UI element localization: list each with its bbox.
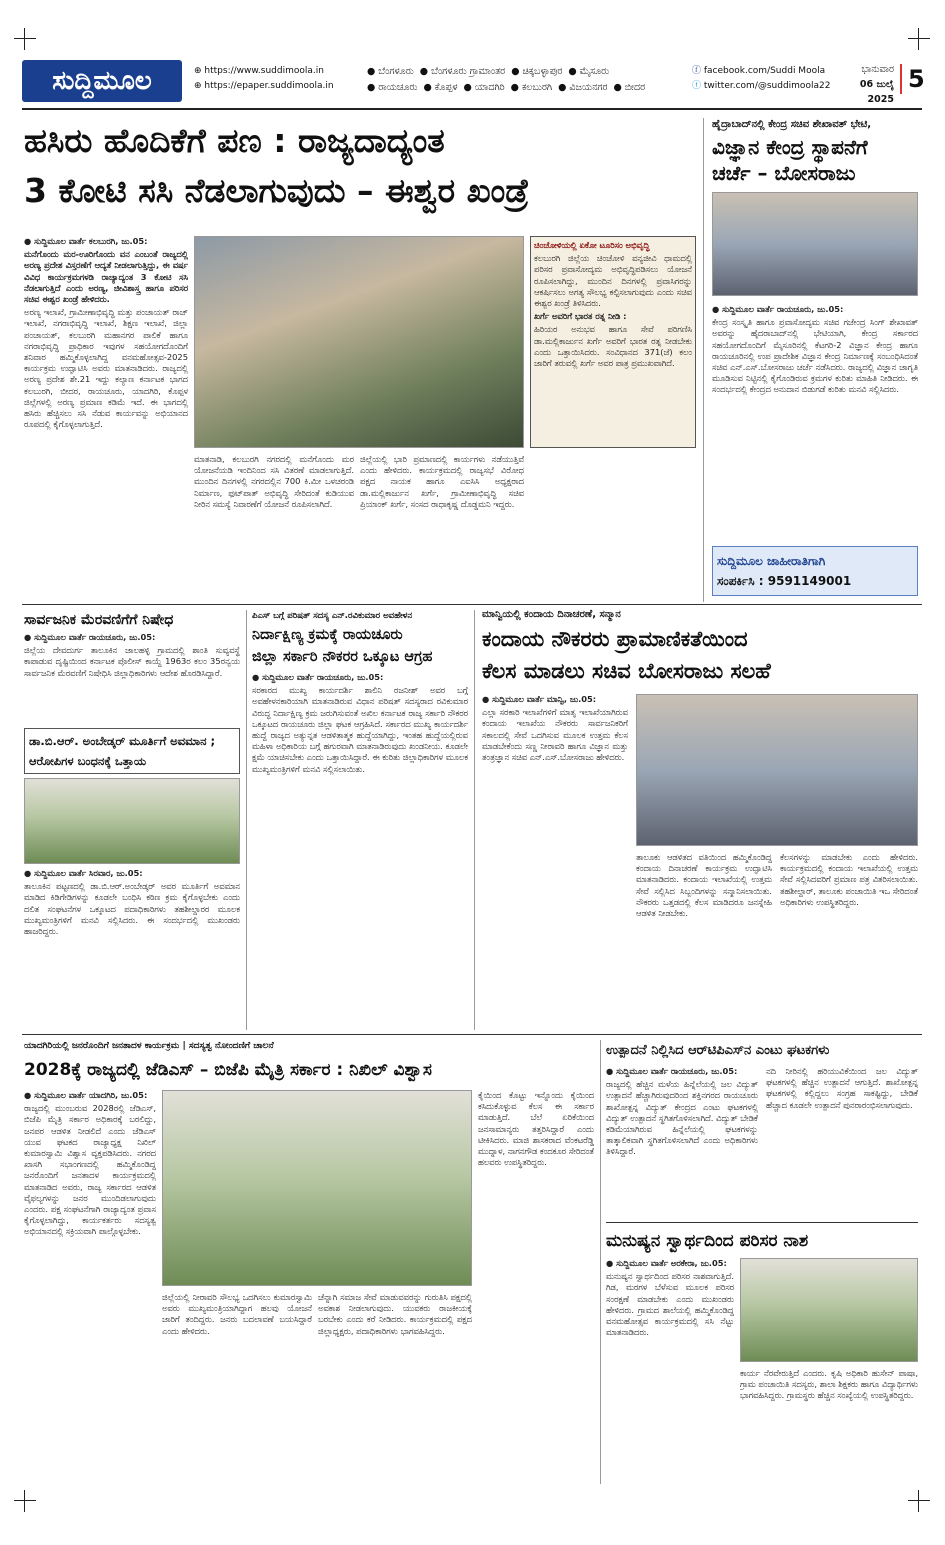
story-f-byline: ● ಸುದ್ದಿಮೂಲ ವಾರ್ತೆ ರಾಯಚೂರು, ಜು.05:	[606, 1066, 738, 1076]
story-c-headline-line2[interactable]: ಜಿಲ್ಲಾ ಸರ್ಕಾರಿ ನೌಕರರ ಒಕ್ಕೂಟ ಆಗ್ರಹ	[252, 649, 433, 665]
city-edition-link[interactable]: ● ಮೈಸೂರು	[568, 66, 610, 77]
city-row	[367, 80, 697, 96]
advertisement-box[interactable]	[712, 546, 918, 596]
story-e-column-2: ಜಿಲ್ಲೆಯಲ್ಲಿ ನೀರಾವರಿ ಸೌಲಭ್ಯ ಒದಗಿಸಲು ಕುಮಾರಸ್ವಾಮಿ ಅವರು ಮುಖ್ಯಮಂತ್ರಿಯಾಗಿದ್ದಾಗ ಹಲವು ಯೋಜನೆ ಜಾರಿಗೆ ತಂದಿದ್ದರು. ಜನರು ಬದಲಾವಣೆ ಬಯಸಿದ್ದಾರೆ ಎಂದು ಹೇಳಿದರು.	[162, 1292, 312, 1336]
story-c-body	[252, 672, 468, 1028]
city-row	[367, 64, 697, 80]
story-d-byline: ● ಸುದ್ದಿಮೂಲ ವಾರ್ತೆ ಮಾನ್ವಿ, ಜು.05:	[482, 694, 597, 704]
right-top-byline: ● ಸುದ್ದಿಮೂಲ ವಾರ್ತೆ ರಾಯಚೂರು, ಜು.05:	[712, 304, 844, 314]
registration-mark	[14, 1490, 36, 1512]
right-top-kicker: ಹೈದ್ರಾಬಾದ್‌ನಲ್ಲಿ ಕೇಂದ್ರ ಸಚಿವ ಶೇಖಾವತ್ ಭೇಟಿ,	[712, 119, 872, 130]
lead-story-column-1	[24, 236, 188, 572]
column-divider	[246, 610, 247, 1030]
felicitation-photo[interactable]	[636, 694, 918, 846]
globe-icon: ⊕	[194, 81, 205, 91]
environment-photo[interactable]	[740, 1258, 918, 1362]
lead-story-column-4	[530, 454, 696, 572]
story-e-text: ರಾಜ್ಯದಲ್ಲಿ ಮುಂಬರುವ 2028ರಲ್ಲಿ ಜೆಡಿಎಸ್, ಬಿಜೆಪಿ ಮೈತ್ರಿ ಸರ್ಕಾರ ಅಧಿಕಾರಕ್ಕೆ ಬರಲಿದ್ದು, ಜನಪರ ಆಡಳಿತ ನೀಡಲಿದೆ ಎಂದು ಜೆಡಿಎಸ್ ಯುವ ಘಟಕದ ರಾಜ್ಯಾಧ್ಯಕ್ಷ ನಿಖಿಲ್ ಕುಮಾರಸ್ವಾಮಿ ವಿಶ್ವಾಸ ವ್ಯಕ್ತಪಡಿಸಿದರು. ನಗರದ ಖಾಸಗಿ ಸಭಾಂಗಣದಲ್ಲಿ ಹಮ್ಮಿಕೊಂಡಿದ್ದ ಜನರೊಂದಿಗೆ ಜನತಾದಳ ಕಾರ್ಯಕ್ರಮದಲ್ಲಿ ಮಾತನಾಡಿದ ಅವರು, ರಾಜ್ಯ ಸರ್ಕಾರದ ಆಡಳಿತ ವೈಫಲ್ಯಗಳನ್ನು ಜನರ ಮುಂದಿಡಲಾಗುವುದು ಎಂದರು. ಪಕ್ಷ ಸಂಘಟನೆಗಾಗಿ ರಾಜ್ಯಾದ್ಯಂತ ಪ್ರವಾಸ ಕೈಗೊಳ್ಳಲಾಗಿದ್ದು, ಕಾರ್ಯಕರ್ತರು ಸದಸ್ಯತ್ವ ಅಭಿಯಾನದಲ್ಲಿ ಸಕ್ರಿಯವಾಗಿ ಪಾಲ್ಗೊಳ್ಳಬೇಕು.	[24, 1103, 156, 1237]
newspaper-logo[interactable]: ಸುದ್ದಿಮೂಲ	[22, 60, 182, 102]
story-d-headline-line1[interactable]: ಕಂದಾಯ ನೌಕರರು ಪ್ರಾಮಾಣಿಕತೆಯಿಂದ	[482, 627, 748, 651]
story-d-kicker: ಮಾನ್ವಿಯಲ್ಲಿ ಕಂದಾಯ ದಿನಾಚರಣೆ, ಸನ್ಮಾನ	[482, 609, 621, 620]
story-d-column-3: ಕೆಲಸಗಳನ್ನು ಮಾಡಬೇಕು ಎಂದು ಹೇಳಿದರು. ಕಾರ್ಯಕ್ರಮದಲ್ಲಿ ಕಂದಾಯ ಇಲಾಖೆಯಲ್ಲಿ ಉತ್ತಮ ಸೇವೆ ಸಲ್ಲಿಸಿದವರಿಗೆ ಪ್ರಮಾಣ ಪತ್ರ ವಿತರಿಸಲಾಯಿತು. ತಹಶೀಲ್ದಾರ್, ತಾಲೂಕು ಪಂಚಾಯಿತಿ ಇಒ ಸೇರಿದಂತೆ ಅಧಿಕಾರಿಗಳು ಉಪಸ್ಥಿತರಿದ್ದರು.	[780, 852, 918, 907]
facebook-link[interactable]: facebook.com/Suddi Moola	[703, 66, 826, 76]
story-g-column-2: ಕಾರ್ಯ ನೆರವೇರುತ್ತಿದೆ ಎಂದರು. ಕೃಷಿ ಅಧಿಕಾರಿ ಹುಸೇನ್ ಪಾಷಾ, ಗ್ರಾಮ ಪಂಚಾಯಿತಿ ಸದಸ್ಯರು, ಶಾಲಾ ಶಿಕ್ಷಕರು ಹಾಗೂ ವಿದ್ಯಾರ್ಥಿಗಳು ಭಾಗವಹಿಸಿದ್ದರು. ಗ್ರಾಮಸ್ಥರು ಹೆಚ್ಚಿನ ಸಂಖ್ಯೆಯಲ್ಲಿ ಉಪಸ್ಥಿತರಿದ್ದರು.	[740, 1368, 918, 1401]
lead-intro: ಮನೆಗೊಂದು ಮರ-ಊರಿಗೊಂದು ವನ ಎಂಬಂತೆ ರಾಜ್ಯದಲ್ಲಿ ಅರಣ್ಯ ಪ್ರದೇಶ ವಿಸ್ತರಣೆಗೆ ಆದ್ಯತೆ ನೀಡಲಾಗುತ್ತಿದ್ದು, ಈ ವರ್ಷ ವಿವಿಧ ಕಾರ್ಯಕ್ರಮಗಳಡಿ ರಾಜ್ಯಾದ್ಯಂತ 3 ಕೋಟಿ ಸಸಿ ನೆಡಲಾಗುತ್ತಿದೆ ಎಂದು ಅರಣ್ಯ, ಜೀವಿಶಾಸ್ತ್ರ ಹಾಗೂ ಪರಿಸರ ಸಚಿವ ಈಶ್ವರ ಖಂಡ್ರೆ ಹೇಳಿದರು.	[24, 249, 188, 305]
city-edition-link[interactable]: ● ಕಲಬುರಗಿ	[510, 82, 553, 93]
ad-line2: ಸಂಪರ್ಕಿಸಿ : 9591149001	[717, 574, 852, 588]
story-a-text: ಜಿಲ್ಲೆಯ ದೇವದುರ್ಗ ತಾಲೂಕಿನ ಜಾಲಹಳ್ಳಿ ಗ್ರಾಮದಲ್ಲಿ ಶಾಂತಿ ಸುವ್ಯವಸ್ಥೆ ಕಾಪಾಡುವ ದೃಷ್ಟಿಯಿಂದ ಕರ್ನಾಟಕ ಪೊಲೀಸ್ ಕಾಯ್ದೆ 1963ರ ಕಲಂ 35ರನ್ವಯ ಸಾರ್ವಜನಿಕ ಮೆರವಣಿಗೆ ನಿಷೇಧಿಸಿ ಜಿಲ್ಲಾಧಿಕಾರಿಗಳು ಆದೇಶ ಹೊರಡಿಸಿದ್ದಾರೆ.	[24, 645, 240, 678]
story-e-kicker: ಯಾದಗಿರಿಯಲ್ಲಿ ಜನರೊಂದಿಗೆ ಜನತಾದಳ ಕಾರ್ಯಕ್ರಮ | ಸದಸ್ಯತ್ವ ನೋಂದಣಿಗೆ ಚಾಲನೆ	[24, 1041, 274, 1051]
tree-planting-photo[interactable]	[162, 1090, 472, 1286]
masthead	[22, 58, 925, 110]
lead-story-column-2: ಮಾತನಾಡಿ, ಕಲಬುರಗಿ ನಗರದಲ್ಲಿ ಮನೆಗೊಂದು ಮರ ಯೋಜನೆಯಡಿ ಇಂದಿನಿಂದ ಸಸಿ ವಿತರಣೆ ಮಾಡಲಾಗುತ್ತಿದೆ. ಮುಂದಿನ ದಿನಗಳಲ್ಲಿ ನಗರದಲ್ಲಿನ 700 ಕಿ.ಮೀ ಒಳಚರಂಡಿ ನಿರ್ಮಾಣ, ಫುಟ್‌ಪಾತ್ ಅಭಿವೃದ್ಧಿ ಸೇರಿದಂತೆ ಕುಡಿಯುವ ನೀರಿನ ಸಮಸ್ಯೆ ನಿವಾರಣೆಗೆ ಯೋಜನೆ ರೂಪಿಸಲಾಗಿದೆ.	[194, 454, 354, 509]
sidebar-text: ಕಲಬುರಗಿ ಜಿಲ್ಲೆಯ ಚಿಂಚೋಳಿ ವನ್ಯಜೀವಿ ಧಾಮದಲ್ಲಿ ಪರಿಸರ ಪ್ರವಾಸೋದ್ಯಮ ಅಭಿವೃದ್ಧಿಪಡಿಸಲು ಯೋಜನೆ ರೂಪಿಸಲಾಗಿದ್ದು, ಮುಂದಿನ ದಿನಗಳಲ್ಲಿ ಪ್ರವಾಸಿಗರನ್ನು ಆಕರ್ಷಿಸಲು ಅಗತ್ಯ ಸೌಲಭ್ಯ ಕಲ್ಪಿಸಲಾಗುವುದು ಎಂದು ಸಚಿವ ಈಶ್ವರ ಖಂಡ್ರೆ ತಿಳಿಸಿದರು.	[534, 253, 692, 309]
registration-mark	[908, 28, 930, 50]
ad-line1: ಸುದ್ದಿಮೂಲ ಜಾಹೀರಾತಿಗಾಗಿ	[717, 554, 826, 568]
section-divider	[606, 1222, 918, 1223]
meeting-photo[interactable]	[712, 192, 918, 296]
story-f-column-1	[606, 1066, 758, 1214]
epaper-link[interactable]: https://epaper.suddimoola.in	[204, 81, 334, 91]
city-edition-link[interactable]: ● ಬೀದರ	[613, 82, 646, 93]
story-f-text: ರಾಜ್ಯದಲ್ಲಿ ಹೆಚ್ಚಿನ ಮಳೆಯ ಹಿನ್ನೆಲೆಯಲ್ಲಿ ಜಲ ವಿದ್ಯುತ್ ಉತ್ಪಾದನೆ ಹೆಚ್ಚಾಗಿರುವುದರಿಂದ ಶಕ್ತಿನಗರದ ರಾಯಚೂರು ಶಾಖೋತ್ಪನ್ನ ವಿದ್ಯುತ್ ಕೇಂದ್ರದ ಎಂಟು ಘಟಕಗಳಲ್ಲಿ ವಿದ್ಯುತ್ ಉತ್ಪಾದನೆ ಸ್ಥಗಿತಗೊಳಿಸಲಾಗಿದೆ. ವಿದ್ಯುತ್ ಬೇಡಿಕೆ ಕಡಿಮೆಯಾಗಿರುವ ಹಿನ್ನೆಲೆಯಲ್ಲಿ ಘಟಕಗಳನ್ನು ತಾತ್ಕಾಲಿಕವಾಗಿ ಸ್ಥಗಿತಗೊಳಿಸಲಾಗಿದೆ ಎಂದು ಅಧಿಕಾರಿಗಳು ತಿಳಿಸಿದ್ದಾರೆ.	[606, 1079, 758, 1157]
column-divider	[703, 118, 704, 602]
story-b-body	[24, 868, 240, 1028]
issue-day: ಭಾನುವಾರ	[861, 64, 894, 75]
story-e-column-4: ಕೈಯಿಂದ ಕೊಟ್ಟು ಇನ್ನೊಂದು ಕೈಯಿಂದ ಕಸಿದುಕೊಳ್ಳುವ ಕೆಲಸ ಈ ಸರ್ಕಾರ ಮಾಡುತ್ತಿದೆ. ಬೆಲೆ ಏರಿಕೆಯಿಂದ ಜನಸಾಮಾನ್ಯರು ತತ್ತರಿಸಿದ್ದಾರೆ ಎಂದು ಟೀಕಿಸಿದರು. ಮಾಜಿ ಶಾಸಕರಾದ ವೆಂಕಟರೆಡ್ಡಿ ಮುದ್ನಾಳ, ನಾಗನಗೌಡ ಕಂದಕೂರ ಸೇರಿದಂತೆ ಹಲವರು ಉಪಸ್ಥಿತರಿದ್ದರು.	[478, 1090, 594, 1168]
section-divider	[22, 604, 922, 605]
story-e-headline[interactable]: 2028ಕ್ಕೆ ರಾಜ್ಯದಲ್ಲಿ ಜೆಡಿಎಸ್ – ಬಿಜೆಪಿ ಮೈತ್ರಿ ಸರ್ಕಾರ : ನಿಖಿಲ್ ವಿಶ್ವಾಸ	[24, 1060, 432, 1080]
story-g-column-1	[606, 1258, 734, 1482]
facebook-icon: ⓕ	[692, 66, 704, 76]
right-top-headline-line2[interactable]: ಚರ್ಚೆ – ಬೋಸರಾಜು	[712, 161, 856, 185]
right-top-story	[712, 304, 918, 538]
sidebar-subtext: ಹಿರಿಯರ ಅನುಭವ ಹಾಗೂ ಸೇವೆ ಪರಿಗಣಿಸಿ ಡಾ.ಮಲ್ಲಿಕಾರ್ಜುನ ಖರ್ಗೆ ಅವರಿಗೆ ಭಾರತ ರತ್ನ ನೀಡಬೇಕು ಎಂದು ಒತ್ತಾಯಿಸಿದರು. ಸಂವಿಧಾನದ 371(ಜೆ) ಕಲಂ ಜಾರಿಗೆ ತರುವಲ್ಲಿ ಖರ್ಗೆ ಅವರ ಪಾತ್ರ ಪ್ರಮುಖವಾಗಿದೆ.	[534, 324, 692, 369]
story-e-column-3: ಚೆನ್ನಾಗಿ ಸಮಾಜ ಸೇವೆ ಮಾಡುವವರನ್ನು ಗುರುತಿಸಿ ಪಕ್ಷದಲ್ಲಿ ಅವಕಾಶ ನೀಡಲಾಗುವುದು. ಯುವಕರು ರಾಜಕೀಯಕ್ಕೆ ಬರಬೇಕು ಎಂದು ಕರೆ ನೀಡಿದರು. ಕಾರ್ಯಕ್ರಮದಲ್ಲಿ ಪಕ್ಷದ ಜಿಲ್ಲಾಧ್ಯಕ್ಷರು, ಪದಾಧಿಕಾರಿಗಳು ಭಾಗವಹಿಸಿದ್ದರು.	[318, 1292, 472, 1336]
story-c-kicker: ಪಿಎಸ್ ಬಗ್ಗೆ ಪರಿಷತ್ ಸದಸ್ಯ ಎನ್.ರವಿಕುಮಾರ ಅವಹೇಳನ	[252, 611, 413, 621]
story-b-byline: ● ಸುದ್ದಿಮೂಲ ವಾರ್ತೆ ಸಿರವಾರ, ಜು.05:	[24, 868, 143, 878]
protest-photo[interactable]	[24, 778, 240, 864]
story-c-byline: ● ಸುದ್ದಿಮೂಲ ವಾರ್ತೆ ರಾಯಚೂರು, ಜು.05:	[252, 672, 384, 682]
right-top-headline-line1[interactable]: ವಿಜ್ಞಾನ ಕೇಂದ್ರ ಸ್ಥಾಪನೆಗೆ	[712, 135, 868, 159]
sidebar-subhead: ಖರ್ಗೆ ಅವರಿಗೆ ಭಾರತ ರತ್ನ ನೀಡಿ :	[534, 311, 627, 322]
city-edition-link[interactable]: ● ಬೆಂಗಳೂರು	[367, 66, 414, 77]
story-g-text: ಮನುಷ್ಯನ ಸ್ವಾರ್ಥದಿಂದ ಪರಿಸರ ನಾಶವಾಗುತ್ತಿದೆ. ಗಿಡ, ಮರಗಳ ಬೆಳೆಸುವ ಮೂಲಕ ಪರಿಸರ ಸಂರಕ್ಷಣೆ ಮಾಡಬೇಕು ಎಂದು ಮುಖಂಡರು ಹೇಳಿದರು. ಗ್ರಾಮದ ಶಾಲೆಯಲ್ಲಿ ಹಮ್ಮಿಕೊಂಡಿದ್ದ ವನಮಹೋತ್ಸವ ಕಾರ್ಯಕ್ರಮದಲ್ಲಿ ಸಸಿ ನೆಟ್ಟು ಮಾತನಾಡಿದರು.	[606, 1271, 734, 1338]
story-a-byline: ● ಸುದ್ದಿಮೂಲ ವಾರ್ತೆ ರಾಯಚೂರು, ಜು.05:	[24, 632, 156, 642]
city-edition-link[interactable]: ● ಬೆಂಗಳೂರು ಗ್ರಾಮಾಂತರ	[419, 66, 506, 77]
issue-date-text: 06 ಜುಲೈ 2025	[859, 79, 894, 105]
right-top-text: ಕೇಂದ್ರ ಸಂಸ್ಕೃತಿ ಹಾಗೂ ಪ್ರವಾಸೋದ್ಯಮ ಸಚಿವ ಗಜೇಂದ್ರ ಸಿಂಗ್ ಶೇಖಾವತ್ ಅವರನ್ನು ಹೈದರಾಬಾದ್‌ನಲ್ಲಿ ಭೇಟಿಯಾಗಿ, ಕೇಂದ್ರ ಸರ್ಕಾರದ ಸಹಯೋಗದೊಂದಿಗೆ ಮೈಸೂರಿನಲ್ಲಿ ಕೆಟಗರಿ-2 ವಿಜ್ಞಾನ ಕೇಂದ್ರ ಹಾಗೂ ರಾಯಚೂರಿನಲ್ಲಿ ಉಪ ಪ್ರಾದೇಶಿಕ ವಿಜ್ಞಾನ ಕೇಂದ್ರ ನಿರ್ಮಾಣಕ್ಕೆ ಸಂಬಂಧಿಸಿದಂತೆ ಸಚಿವ ಎನ್.ಎಸ್.ಬೋಸರಾಜು ಚರ್ಚೆ ನಡೆಸಿದರು. ರಾಜ್ಯದಲ್ಲಿ ವಿಜ್ಞಾನ ಜಾಗೃತಿ ಮೂಡಿಸುವ ನಿಟ್ಟಿನಲ್ಲಿ ಕೈಗೊಂಡಿರುವ ಕ್ರಮಗಳ ಕುರಿತು ಮಾಹಿತಿ ನೀಡಿದರು. ಈ ಸಂದರ್ಭದಲ್ಲಿ ಕೇಂದ್ರದ ಅನುದಾನ ಬಿಡುಗಡೆ ಕುರಿತು ಮನವಿ ಸಲ್ಲಿಸಿದರು.	[712, 317, 918, 395]
twitter-link[interactable]: twitter.com/@suddimoola22	[703, 81, 831, 91]
column-divider	[474, 610, 475, 1030]
story-d-column-1	[482, 694, 628, 1028]
registration-mark	[14, 28, 36, 50]
city-editions	[367, 64, 697, 96]
story-g-byline: ● ಸುದ್ದಿಮೂಲ ವಾರ್ತೆ ಅರಕೇರಾ, ಜು.05:	[606, 1258, 727, 1268]
section-divider	[22, 1034, 922, 1035]
column-divider	[600, 1040, 601, 1484]
lead-headline-line1[interactable]: ಹಸಿರು ಹೊದಿಕೆಗೆ ಪಣ : ರಾಜ್ಯದಾದ್ಯಂತ	[24, 121, 445, 160]
story-d-headline-line2[interactable]: ಕೆಲಸ ಮಾಡಲು ಸಚಿವ ಬೋಸರಾಜು ಸಲಹೆ	[482, 659, 771, 683]
lead-sidebar-box	[530, 236, 696, 448]
twitter-icon: ⓣ	[692, 81, 704, 91]
story-g-headline[interactable]: ಮನುಷ್ಯನ ಸ್ವಾರ್ಥದಿಂದ ಪರಿಸರ ನಾಶ	[606, 1231, 809, 1251]
lead-byline: ● ಸುದ್ದಿಮೂಲ ವಾರ್ತೆ ಕಲಬುರಗಿ, ಜು.05:	[24, 236, 148, 246]
story-a-headline[interactable]: ಸಾರ್ವಜನಿಕ ಮೆರವಣಿಗೆಗೆ ನಿಷೇಧ	[24, 612, 174, 628]
city-edition-link[interactable]: ● ವಿಜಯನಗರ	[558, 82, 608, 93]
lead-story-column-3: ಜಿಲ್ಲೆಯಲ್ಲಿ ಭಾರಿ ಪ್ರಮಾಣದಲ್ಲಿ ಕಾರ್ಯಗಳು ನಡೆಯುತ್ತಿವೆ ಎಂದು ಹೇಳಿದರು. ಕಾರ್ಯಕ್ರಮದಲ್ಲಿ ರಾಜ್ಯಸಭೆ ವಿರೋಧ ಪಕ್ಷದ ನಾಯಕ ಹಾಗೂ ಎಐಸಿಸಿ ಅಧ್ಯಕ್ಷರಾದ ಡಾ.ಮಲ್ಲಿಕಾರ್ಜುನ ಖರ್ಗೆ, ಗ್ರಾಮೀಣಾಭಿವೃದ್ಧಿ ಸಚಿವ ಪ್ರಿಯಾಂಕ್ ಖರ್ಗೆ, ಸಂಸದ ರಾಧಾಕೃಷ್ಣ ದೊಡ್ಡಮನಿ ಇದ್ದರು.	[360, 454, 524, 509]
story-e-column-1	[24, 1090, 156, 1482]
story-b-text: ತಾಲೂಕಿನ ಪಟ್ಟಣದಲ್ಲಿ ಡಾ.ಬಿ.ಆರ್.ಅಂಬೇಡ್ಕರ್ ಅವರ ಮೂರ್ತಿಗೆ ಅವಮಾನ ಮಾಡಿದ ಕಿಡಿಗೇಡಿಗಳನ್ನು ಕೂಡಲೇ ಬಂಧಿಸಿ ಕಠಿಣ ಕ್ರಮ ಕೈಗೊಳ್ಳಬೇಕು ಎಂದು ದಲಿತ ಸಂಘಟನೆಗಳ ಒಕ್ಕೂಟದ ಪದಾಧಿಕಾರಿಗಳು ತಹಶೀಲ್ದಾರರ ಮೂಲಕ ಮುಖ್ಯಮಂತ್ರಿಗಳಿಗೆ ಮನವಿ ಸಲ್ಲಿಸಿದರು. ಈ ಸಂದರ್ಭದಲ್ಲಿ ಮುಖಂಡರು ಹಾಜರಿದ್ದರು.	[24, 881, 240, 937]
lead-photo[interactable]	[194, 236, 524, 448]
story-c-headline-line1[interactable]: ನಿರ್ದಾಕ್ಷಿಣ್ಯ ಕ್ರಮಕ್ಕೆ ರಾಯಚೂರು	[252, 627, 403, 643]
registration-mark	[908, 1490, 930, 1512]
story-d-text: ಎಲ್ಲಾ ಸರಕಾರಿ ಇಲಾಖೆಗಳಿಗೆ ಮಾತೃ ಇಲಾಖೆಯಾಗಿರುವ ಕಂದಾಯ ಇಲಾಖೆಯ ನೌಕರರು ಸಾರ್ವಜನಿಕರಿಗೆ ಸಕಾಲದಲ್ಲಿ ಸೇವೆ ಒದಗಿಸುವ ಮೂಲಕ ಉತ್ತಮ ಕೆಲಸ ಮಾಡಬೇಕೆಂದು ಸಣ್ಣ ನೀರಾವರಿ ಹಾಗೂ ವಿಜ್ಞಾನ ಮತ್ತು ತಂತ್ರಜ್ಞಾನ ಸಚಿವ ಎನ್.ಎಸ್.ಬೋಸರಾಜು ಹೇಳಿದರು.	[482, 707, 628, 763]
city-edition-link[interactable]: ● ಕೊಪ್ಪಳ	[423, 82, 458, 93]
website-links	[194, 64, 334, 94]
city-edition-link[interactable]: ● ಚಿಕ್ಕಬಳ್ಳಾಪುರ	[511, 66, 563, 77]
story-f-column-2: ನದಿ ನೀರಿನಲ್ಲಿ ಹರಿಯುವಿಕೆಯಿಂದ ಜಲ ವಿದ್ಯುತ್ ಘಟಕಗಳಲ್ಲಿ ಹೆಚ್ಚಿನ ಉತ್ಪಾದನೆ ಆಗುತ್ತಿದೆ. ಶಾಖೋತ್ಪನ್ನ ಘಟಕಗಳಲ್ಲಿ ಕಲ್ಲಿದ್ದಲು ಸಂಗ್ರಹ ಸಾಕಷ್ಟಿದ್ದು, ಬೇಡಿಕೆ ಹೆಚ್ಚಾದ ಕೂಡಲೇ ಉತ್ಪಾದನೆ ಪುನರಾರಂಭಿಸಲಾಗುವುದು.	[766, 1066, 918, 1110]
story-b-headline-box	[24, 728, 240, 774]
story-b-headline-line1[interactable]: ಡಾ.ಬಿ.ಆರ್. ಅಂಬೇಡ್ಕರ್ ಮೂರ್ತಿಗೆ ಅವಮಾನ ;	[29, 734, 216, 748]
website-link[interactable]: https://www.suddimoola.in	[204, 66, 324, 76]
city-edition-link[interactable]: ● ಯಾದಗಿರಿ	[463, 82, 505, 93]
city-edition-link[interactable]: ● ರಾಯಚೂರು	[367, 82, 418, 93]
globe-icon: ⊕	[194, 66, 205, 76]
lead-body: ಅರಣ್ಯ ಇಲಾಖೆ, ಗ್ರಾಮೀಣಾಭಿವೃದ್ಧಿ ಮತ್ತು ಪಂಚಾಯತ್ ರಾಜ್ ಇಲಾಖೆ, ನಗರಾಭಿವೃದ್ಧಿ ಇಲಾಖೆ, ಶಿಕ್ಷಣ ಇಲಾಖೆ, ಜಿಲ್ಲಾ ಪಂಚಾಯತ್, ಕಲಬುರಗಿ ಮಹಾನಗರ ಪಾಲಿಕೆ ಹಾಗೂ ನಗರಾಭಿವೃದ್ಧಿ ಪ್ರಾಧಿಕಾರ ಇವುಗಳ ಸಹಯೋಗದೊಂದಿಗೆ ಶನಿವಾರ ಹಮ್ಮಿಕೊಳ್ಳಲಾಗಿದ್ದ ವನಮಹೋತ್ಸವ-2025 ಕಾರ್ಯಕ್ರಮ ಉದ್ಘಾಟಿಸಿ ಅವರು ಮಾತನಾಡಿದರು. ರಾಜ್ಯದಲ್ಲಿ ಅರಣ್ಯ ಪ್ರದೇಶ ಶೇ.21 ಇದ್ದು ಕಲ್ಯಾಣ ಕರ್ನಾಟಕ ಭಾಗದ ಕಲಬುರಗಿ, ಬೀದರ, ರಾಯಚೂರು, ಯಾದಗಿರಿ, ಕೊಪ್ಪಳ ಜಿಲ್ಲೆಗಳಲ್ಲಿ ಅರಣ್ಯ ಪ್ರಮಾಣ ಕಡಿಮೆ ಇದೆ. ಈ ಭಾಗದಲ್ಲಿ ಹಸಿರು ಹೆಚ್ಚಿಸಲು ಸಸಿ ನೆಡುವ ಕಾರ್ಯವನ್ನು ಅಭಿಯಾನದ ರೂಪದಲ್ಲಿ ಕೈಗೊಳ್ಳಲಾಗುತ್ತಿದೆ.	[24, 307, 188, 430]
lead-headline-line2[interactable]: 3 ಕೋಟಿ ಸಸಿ ನೆಡಲಾಗುವುದು – ಈಶ್ವರ ಖಂಡ್ರೆ	[24, 171, 530, 210]
story-a-body	[24, 632, 240, 724]
page-number: 5	[900, 64, 925, 94]
sidebar-title: ಚಿಂಚೋಳಿಯಲ್ಲಿ ಏಕೋ ಟೂರಿಸಂ ಅಭಿವೃದ್ಧಿ	[534, 240, 650, 250]
social-links	[692, 64, 830, 94]
story-d-column-2: ತಾಲೂಕು ಆಡಳಿತದ ವತಿಯಿಂದ ಹಮ್ಮಿಕೊಂಡಿದ್ದ ಕಂದಾಯ ದಿನಾಚರಣೆ ಕಾರ್ಯಕ್ರಮ ಉದ್ಘಾಟಿಸಿ ಮಾತನಾಡಿದರು. ಕಂದಾಯ ಇಲಾಖೆಯಲ್ಲಿ ಉತ್ತಮ ಸೇವೆ ಸಲ್ಲಿಸಿದ ಸಿಬ್ಬಂದಿಗಳನ್ನು ಸನ್ಮಾನಿಸಲಾಯಿತು. ನೌಕರರು ಒತ್ತಡದಲ್ಲಿ ಕೆಲಸ ಮಾಡಿದರೂ ಜನಸ್ನೇಹಿ ಆಡಳಿತ ನೀಡಬೇಕು.	[636, 852, 772, 919]
story-b-headline-line2[interactable]: ಆರೋಪಿಗಳ ಬಂಧನಕ್ಕೆ ಒತ್ತಾಯ	[29, 754, 147, 768]
story-f-headline[interactable]: ಉತ್ಪಾದನೆ ನಿಲ್ಲಿಸಿದ ಆರ್‌ಟಿಪಿಎಸ್‌ನ ಎಂಟು ಘಟಕಗಳು	[606, 1043, 830, 1058]
story-c-text: ಸರಕಾರದ ಮುಖ್ಯ ಕಾರ್ಯದರ್ಶಿ ಶಾಲಿನಿ ರಜನೀಶ್ ಅವರ ಬಗ್ಗೆ ಅವಹೇಳನಕಾರಿಯಾಗಿ ಮಾತನಾಡಿರುವ ವಿಧಾನ ಪರಿಷತ್ ಸದಸ್ಯರಾದ ರವಿಕುಮಾರ ವಿರುದ್ಧ ನಿರ್ದಾಕ್ಷಿಣ್ಯ ಕ್ರಮ ಜರುಗಿಸುವಂತೆ ಅಖಿಲ ಕರ್ನಾಟಕ ರಾಜ್ಯ ಸರ್ಕಾರಿ ನೌಕರರ ಒಕ್ಕೂಟದ ರಾಯಚೂರು ಜಿಲ್ಲಾ ಘಟಕ ಆಗ್ರಹಿಸಿದೆ. ಸರ್ಕಾರದ ಮುಖ್ಯ ಕಾರ್ಯದರ್ಶಿ ಹುದ್ದೆ ರಾಜ್ಯದ ಅತ್ಯುನ್ನತ ಆಡಳಿತಾತ್ಮಕ ಹುದ್ದೆಯಾಗಿದ್ದು, ಇಂತಹ ಹುದ್ದೆಯಲ್ಲಿರುವ ಮಹಿಳಾ ಅಧಿಕಾರಿಯ ಬಗ್ಗೆ ಹಗುರವಾಗಿ ಮಾತನಾಡಿರುವುದು ಖಂಡನೀಯ. ಕೂಡಲೇ ಕ್ಷಮೆ ಯಾಚಿಸಬೇಕು ಎಂದು ಒತ್ತಾಯಿಸಿದ್ದಾರೆ. ಈ ಕುರಿತು ಜಿಲ್ಲಾಧಿಕಾರಿಗಳ ಮೂಲಕ ಮುಖ್ಯಮಂತ್ರಿಗಳಿಗೆ ಮನವಿ ಸಲ್ಲಿಸಲಾಯಿತು.	[252, 685, 468, 774]
issue-date	[834, 62, 894, 107]
story-e-byline: ● ಸುದ್ದಿಮೂಲ ವಾರ್ತೆ ಯಾದಗಿರಿ, ಜು.05:	[24, 1090, 148, 1100]
